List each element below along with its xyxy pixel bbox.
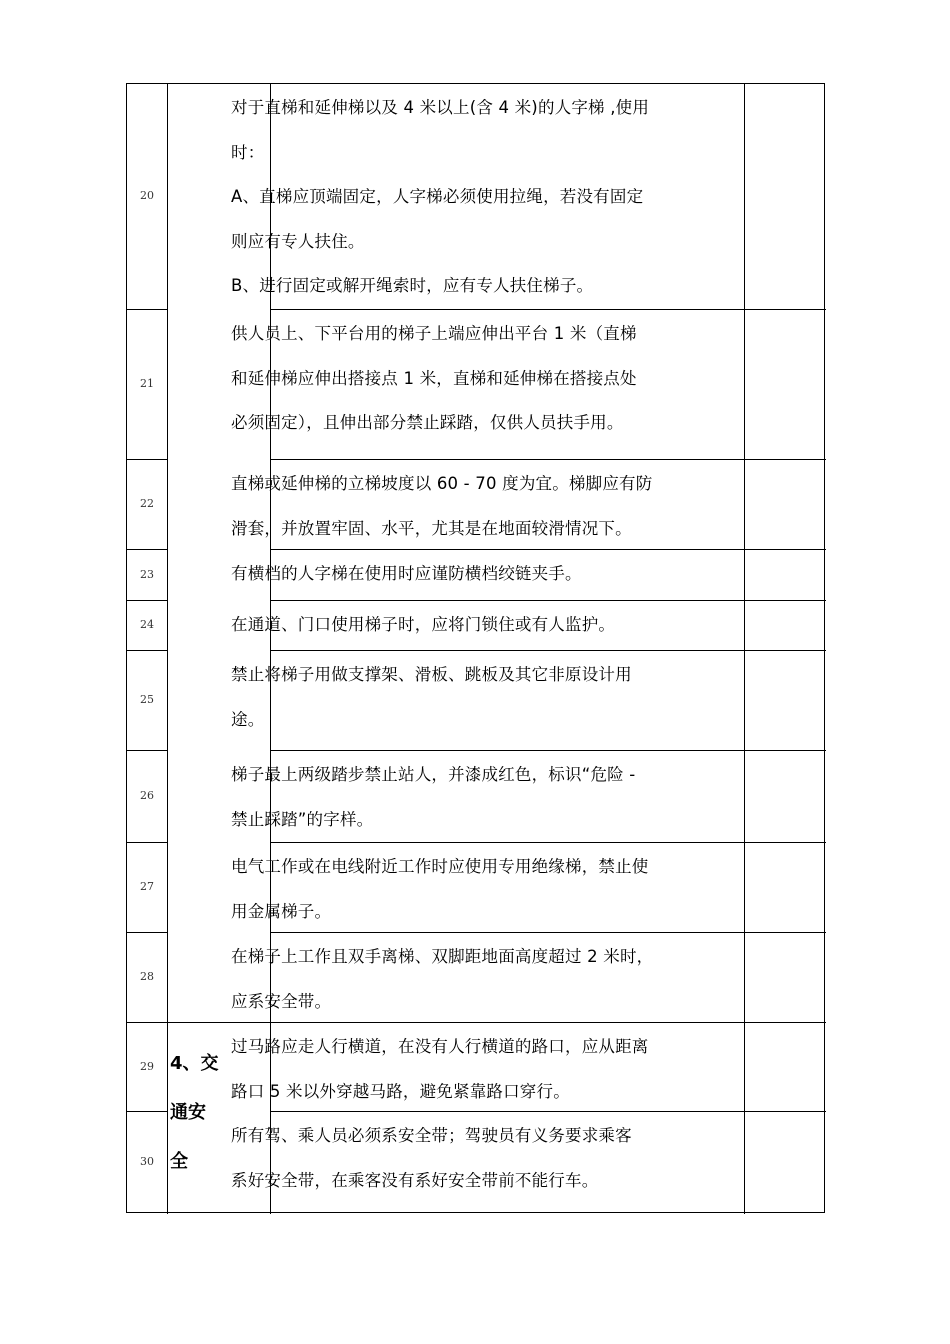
rule-text-line: 则应有专人扶住。 — [231, 231, 365, 251]
rule-text-line: 在梯子上工作且双手离梯、双脚距地面高度超过 2 米时， — [231, 947, 654, 966]
row-divider — [127, 549, 167, 550]
rule-text — [231, 753, 711, 842]
row-divider — [127, 650, 167, 651]
row-number: 21 — [140, 377, 154, 390]
row-divider — [127, 750, 167, 751]
rule-text — [231, 1025, 711, 1114]
rule-text-line: 用金属梯子。 — [231, 901, 332, 921]
rule-text-line: 途。 — [231, 709, 265, 729]
rule-text-line: 供人员上、下平台用的梯子上端应伸出平台 1 米（直梯 — [231, 324, 637, 343]
rule-text-line: 梯子最上两级踏步禁止站人，并漆成红色，标识“危险 - — [231, 765, 636, 784]
row-number: 25 — [140, 693, 154, 706]
row-divider — [270, 309, 826, 310]
row-number: 26 — [140, 789, 154, 802]
rule-text-line: 直梯或延伸梯的立梯坡度以 60 - 70 度为宜。梯脚应有防 — [231, 474, 653, 493]
rule-text — [231, 845, 711, 934]
rule-text-line: 过马路应走人行横道，在没有人行横道的路口，应从距离 — [231, 1037, 649, 1056]
column-divider — [744, 84, 745, 1214]
row-divider — [127, 842, 167, 843]
rule-text — [231, 653, 711, 742]
row-divider — [127, 459, 167, 460]
row-number: 28 — [140, 970, 154, 983]
row-divider — [127, 309, 167, 310]
rule-text-line: 所有驾、乘人员必须系安全带；驾驶员有义务要求乘客 — [231, 1126, 632, 1145]
safety-rules-table — [126, 83, 825, 1213]
row-number: 20 — [140, 189, 154, 202]
row-divider — [270, 459, 826, 460]
row-number: 30 — [140, 1155, 154, 1168]
row-divider — [270, 842, 826, 843]
row-divider — [127, 600, 167, 601]
rule-text-line: 必须固定），且伸出部分禁止踩踏，仅供人员扶手用。 — [231, 413, 624, 432]
row-divider — [127, 932, 167, 933]
rule-text-line: 和延伸梯应伸出搭接点 1 米，直梯和延伸梯在搭接点处 — [231, 368, 637, 388]
category-label-line: 4、交 — [170, 1053, 219, 1074]
row-divider — [270, 600, 826, 601]
rule-text-line: 在通道、门口使用梯子时，应将门锁住或有人监护。 — [231, 615, 616, 634]
rule-text — [231, 1114, 711, 1203]
row-number: 22 — [140, 497, 154, 510]
rule-text-line: 禁止将梯子用做支撑架、滑板、跳板及其它非原设计用 — [231, 665, 632, 684]
row-divider — [270, 750, 826, 751]
rule-text-line: A、直梯应顶端固定，人字梯必须使用拉绳，若没有固定 — [231, 187, 644, 206]
category-label — [168, 1039, 230, 1186]
row-number: 23 — [140, 567, 154, 581]
rule-text — [231, 935, 711, 1024]
row-divider — [127, 1111, 167, 1112]
category-label-line: 全 — [170, 1151, 188, 1172]
rule-text — [231, 603, 711, 648]
category-label-line: 通安 — [170, 1102, 206, 1123]
rule-text-line: 系好安全带，在乘客没有系好安全带前不能行车。 — [231, 1170, 599, 1190]
rule-text-line: B、进行固定或解开绳索时，应有专人扶住梯子。 — [231, 276, 594, 295]
rule-text-line: 对于直梯和延伸梯以及 4 米以上(含 4 米)的人字梯 ,使用 — [231, 98, 650, 117]
rule-text-line: 有横档的人字梯在使用时应谨防横档绞链夹手。 — [231, 564, 582, 583]
row-number: 27 — [140, 880, 154, 893]
rule-text-line: 时： — [231, 142, 265, 162]
rule-text — [231, 312, 711, 446]
row-number: 29 — [140, 1059, 154, 1073]
rule-text — [231, 86, 711, 309]
rule-text-line: 路口 5 米以外穿越马路，避免紧靠路口穿行。 — [231, 1081, 570, 1101]
rule-text — [231, 462, 711, 551]
rule-text-line: 滑套，并放置牢固、水平，尤其是在地面较滑情况下。 — [231, 518, 632, 538]
rule-text-line: 禁止踩踏”的字样。 — [231, 809, 374, 829]
rule-text-line: 应系安全带。 — [231, 991, 332, 1011]
row-number: 24 — [140, 618, 154, 631]
row-divider — [270, 650, 826, 651]
rule-text-line: 电气工作或在电线附近工作时应使用专用绝缘梯，禁止使 — [231, 857, 649, 876]
rule-text — [231, 552, 711, 597]
